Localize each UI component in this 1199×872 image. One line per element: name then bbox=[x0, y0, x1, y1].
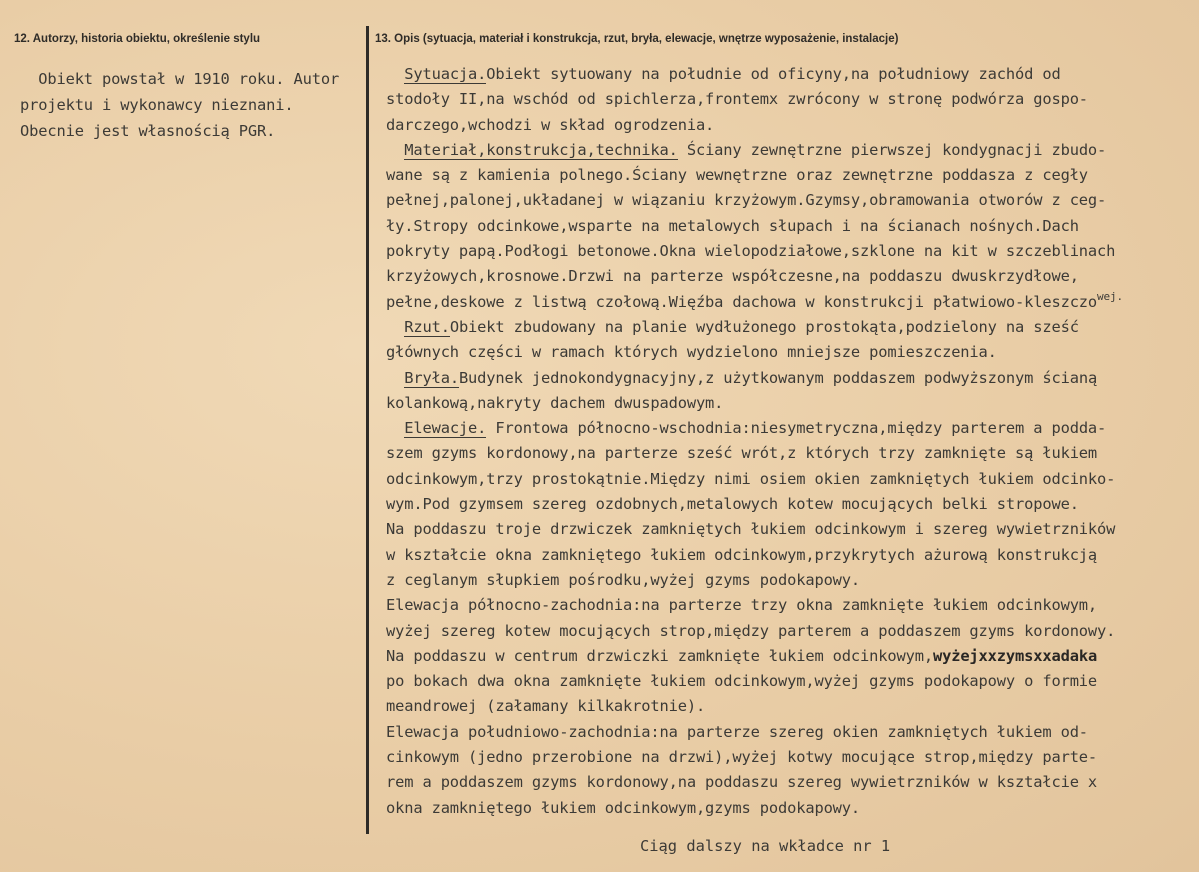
section-12-header: 12. Autorzy, historia obiektu, określenie stylu bbox=[14, 33, 261, 45]
text-line bbox=[386, 138, 1199, 163]
underlined-heading: Rzut. bbox=[404, 317, 450, 336]
text-line bbox=[386, 644, 1199, 669]
text-line bbox=[386, 568, 1199, 593]
description-text bbox=[386, 62, 1199, 821]
column-divider bbox=[366, 26, 369, 834]
line-text: kolankową,nakryty dachem dwuspadowym. bbox=[386, 393, 724, 412]
text-line bbox=[386, 163, 1199, 188]
line-text: ły.Stropy odcinkowe,wsparte na metalowych słupach i na ścianach nośnych.Dach bbox=[386, 216, 1079, 235]
line-text: w kształcie okna zamkniętego łukiem odcinkowym,przykrytych ażurową konstrukcją bbox=[386, 545, 1098, 564]
line-text: Obiekt zbudowany na planie wydłużonego prostokąta,podzielony na sześć bbox=[449, 317, 1079, 336]
text-line: Obiekt powstał w 1910 roku. Autor bbox=[20, 70, 340, 88]
line-text: wyżej szereg kotew mocujących strop,między parterem a poddaszem gzyms kordonowy. bbox=[386, 621, 1116, 640]
line-text: darczego,wchodzi w skład ogrodzenia. bbox=[386, 115, 715, 134]
line-text: rem a poddaszem gzyms kordonowy,na poddaszu szereg wywietrzników w kształcie x bbox=[386, 773, 1098, 792]
text-line bbox=[386, 391, 1199, 416]
text-line bbox=[386, 290, 1199, 315]
line-text: okna zamkniętego łukiem odcinkowym,gzyms podokapowy. bbox=[386, 798, 861, 817]
line-text: szem gzyms kordonowy,na parterze sześć wrót,z których trzy zamknięte są łukiem bbox=[386, 444, 1098, 463]
line-text: Na poddaszu troje drzwiczek zamkniętych łukiem odcinkowym i szereg wywietrzników bbox=[386, 520, 1116, 539]
section-13-header: 13. Opis (sytuacja, materiał i konstrukcja, rzut, bryła, elewacje, wnętrze wyposażenie, instalacje) bbox=[375, 33, 899, 45]
line-text: głównych części w ramach których wydzielono mniejsze pomieszczenia. bbox=[386, 343, 997, 362]
text-line bbox=[386, 366, 1199, 391]
text-line bbox=[386, 416, 1199, 441]
line-text: pełnej,palonej,układanej w wiązaniu krzyżowym.Gzymsy,obramowania otworów z ceg- bbox=[386, 191, 1107, 210]
text-line bbox=[386, 669, 1199, 694]
text-line: Obecnie jest własnością PGR. bbox=[20, 122, 276, 140]
line-text: Frontowa północno-wschodnia:niesymetryczna,między parterem a podda- bbox=[486, 419, 1107, 438]
text-line bbox=[386, 517, 1199, 542]
text-line bbox=[386, 441, 1199, 466]
line-text: cinkowym (jedno przerobione na drzwi),wyżej kotwy mocujące strop,między parte- bbox=[386, 748, 1098, 767]
text-line bbox=[386, 745, 1199, 770]
line-text: pełne,deskowe z listwą czołową.Więźba dachowa w konstrukcji płatwiowo-kleszczo bbox=[386, 292, 1098, 311]
authors-history-text bbox=[20, 66, 364, 144]
underlined-heading: Bryła. bbox=[404, 368, 459, 387]
text-line: projektu i wykonawcy nieznani. bbox=[20, 96, 294, 114]
text-line bbox=[386, 543, 1199, 568]
line-text: Ściany zewnętrzne pierwszej kondygnacji zbudo- bbox=[677, 140, 1107, 159]
text-line bbox=[386, 214, 1199, 239]
line-text: wym.Pod gzymsem szereg ozdobnych,metalowych kotew mocujących belki stropowe. bbox=[386, 495, 1079, 514]
line-text: z ceglanym słupkiem pośrodku,wyżej gzyms podokapowy. bbox=[386, 570, 861, 589]
text-line bbox=[386, 720, 1199, 745]
line-text: wane są z kamienia polnego.Ściany wewnętrzne oraz zewnętrzne poddasza z cegły bbox=[386, 166, 1088, 185]
text-line bbox=[386, 315, 1199, 340]
underlined-heading: Materiał,konstrukcja,technika. bbox=[404, 140, 678, 159]
text-line bbox=[386, 62, 1199, 87]
line-text: stodoły II,na wschód od spichlerza,frontemx zwrócony w stronę podwórza gospo- bbox=[386, 90, 1088, 109]
text-line bbox=[386, 264, 1199, 289]
text-line bbox=[386, 340, 1199, 365]
text-line bbox=[386, 492, 1199, 517]
text-line bbox=[386, 593, 1199, 618]
line-text: pokryty papą.Podłogi betonowe.Okna wielopodziałowe,szklone na kit w szczeblinach bbox=[386, 242, 1116, 261]
text-line bbox=[386, 467, 1199, 492]
line-text: Elewacja południowo-zachodnia:na parterze szereg okien zamkniętych łukiem od- bbox=[386, 722, 1088, 741]
superscript-continuation: wej. bbox=[1097, 289, 1123, 303]
struck-out-text: wyżejxxzymsxxadaka bbox=[932, 646, 1098, 665]
text-line bbox=[386, 113, 1199, 138]
text-line bbox=[386, 694, 1199, 719]
text-line bbox=[386, 619, 1199, 644]
line-text: Elewacja północno-zachodnia:na parterze trzy okna zamknięte łukiem odcinkowym, bbox=[386, 596, 1098, 615]
continuation-note: Ciąg dalszy na wkładce nr 1 bbox=[640, 837, 891, 855]
line-text: meandrowej (załamany kilkakrotnie). bbox=[386, 697, 706, 716]
underlined-heading: Elewacje. bbox=[404, 419, 487, 438]
text-line bbox=[386, 796, 1199, 821]
line-text: krzyżowych,krosnowe.Drzwi na parterze współczesne,na poddaszu dwuskrzydłowe, bbox=[386, 267, 1079, 286]
text-line bbox=[386, 770, 1199, 795]
line-text: po bokach dwa okna zamknięte łukiem odcinkowym,wyżej gzyms podokapowy o formie bbox=[386, 672, 1098, 691]
underlined-heading: Sytuacja. bbox=[404, 65, 487, 83]
text-line bbox=[386, 188, 1199, 213]
text-line bbox=[386, 87, 1199, 112]
line-text: Na poddaszu w centrum drzwiczki zamknięte łukiem odcinkowym, bbox=[386, 646, 933, 665]
line-text: Budynek jednokondygnacyjny,z użytkowanym poddaszem podwyższonym ścianą bbox=[458, 368, 1098, 387]
line-text: odcinkowym,trzy prostokątnie.Między nimi osiem okien zamkniętych łukiem odcinko- bbox=[386, 469, 1116, 488]
line-text: Obiekt sytuowany na południe od oficyny,na południowy zachód od bbox=[486, 65, 1061, 83]
text-line bbox=[386, 239, 1199, 264]
